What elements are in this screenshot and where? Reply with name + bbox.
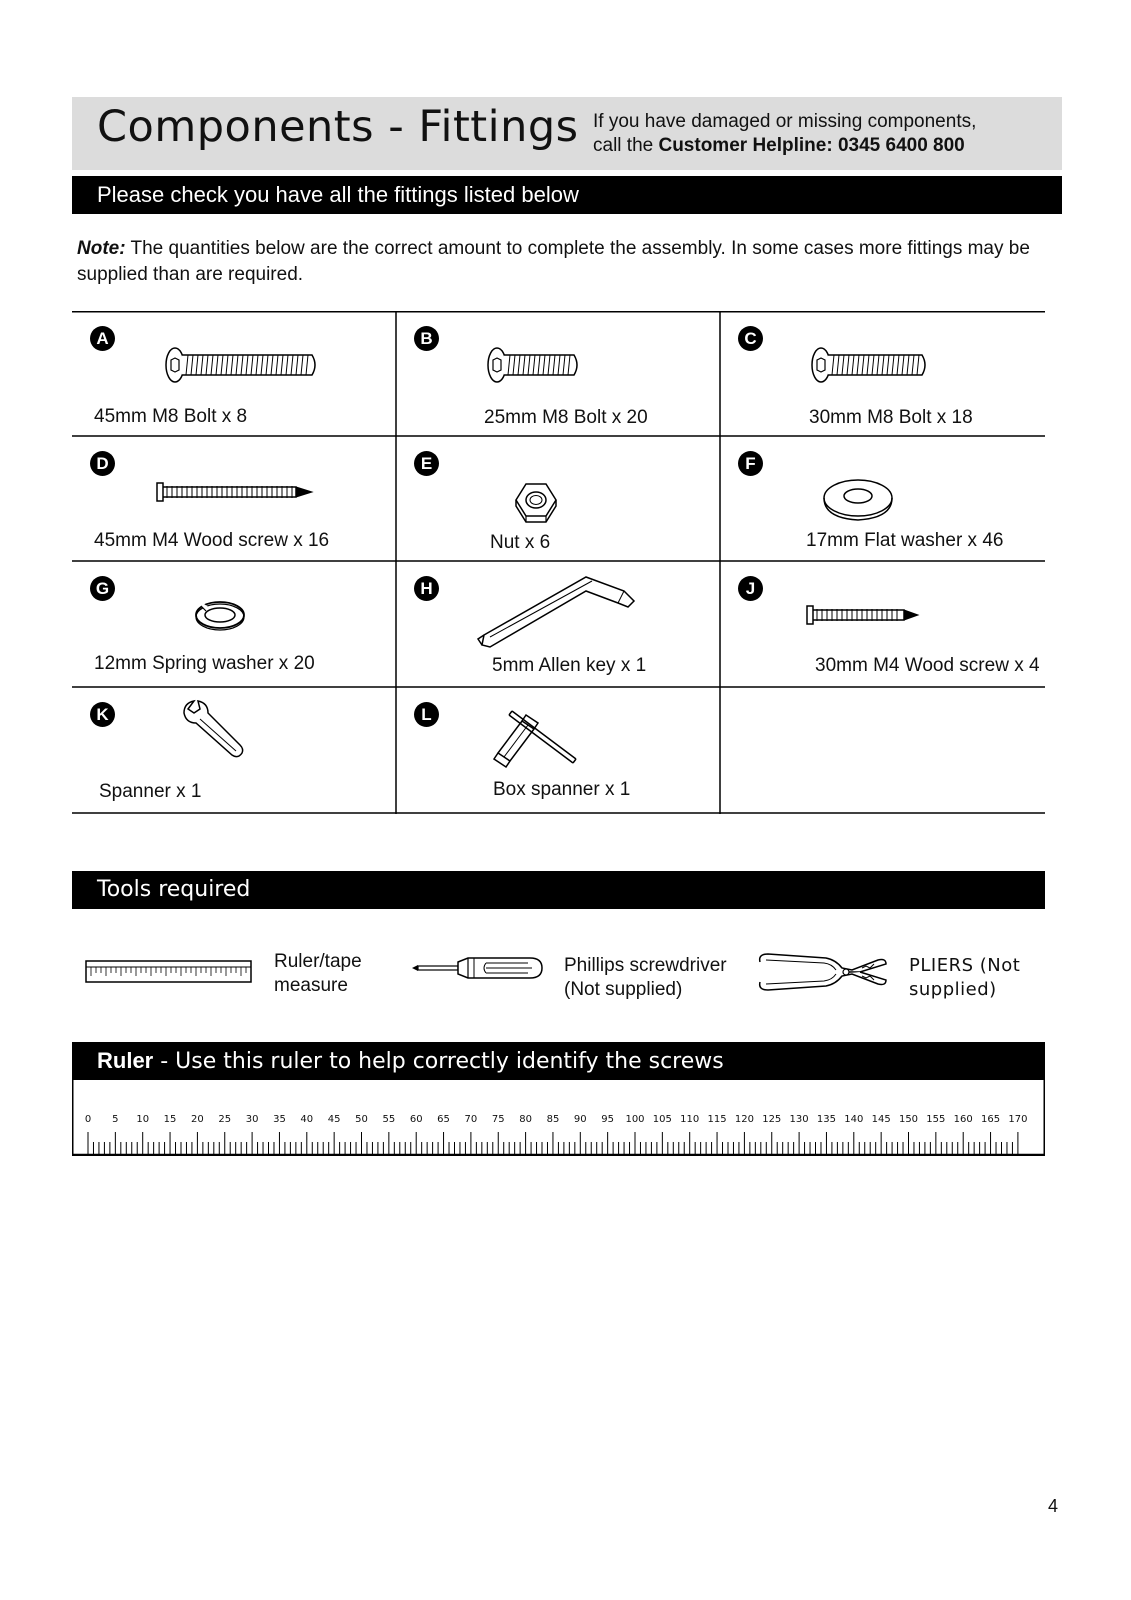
- ruler-tick-label: 150: [898, 1114, 919, 1125]
- fitting-letter: D: [90, 451, 115, 476]
- fitting-letter: B: [414, 326, 439, 351]
- ruler-tick-label: 85: [546, 1114, 560, 1125]
- tools-required-bar: Tools required: [72, 871, 1045, 909]
- ruler-tick-label: 100: [625, 1114, 645, 1125]
- fitting-letter: L: [414, 702, 439, 727]
- ruler-bar-text: - Use this ruler to help correctly identify the screws: [153, 1049, 724, 1074]
- ruler-tick-label: 75: [491, 1114, 505, 1125]
- helpline-prefix: call the: [593, 135, 659, 156]
- ruler-tick-label: 40: [300, 1114, 314, 1125]
- note-text: The quantities below are the correct amount to complete the assembly. In some cases more fittings may be supplied than are required.: [77, 238, 1030, 285]
- tool-pliers-label: [909, 954, 1020, 1002]
- fitting-label: 45mm M4 Wood screw x 16: [94, 530, 330, 551]
- box-spanner-icon: [488, 703, 584, 769]
- fitting-cell-f: [720, 436, 1045, 561]
- ruler-tick-label: 145: [871, 1114, 891, 1125]
- pliers-icon: [756, 950, 890, 994]
- fitting-cell-e: [396, 436, 720, 561]
- ruler-tick-label: 30: [245, 1114, 259, 1125]
- ruler-tick-label: 35: [273, 1114, 286, 1125]
- fitting-label: 25mm M8 Bolt x 20: [484, 407, 648, 428]
- ruler-tick-label: 125: [762, 1114, 782, 1125]
- bolt-icon: [806, 345, 936, 385]
- fitting-letter: F: [738, 451, 763, 476]
- ruler-tick-label: 20: [191, 1114, 204, 1125]
- measuring-ruler: [72, 1080, 1045, 1156]
- helpline-number: Customer Helpline: 0345 6400 800: [658, 135, 965, 156]
- ruler-tick-label: 45: [327, 1114, 341, 1125]
- fitting-cell-h: [396, 561, 720, 687]
- ruler-tick-label: 70: [464, 1114, 478, 1125]
- bolt-icon: [160, 345, 320, 385]
- ruler-tick-label: 55: [382, 1114, 396, 1125]
- fitting-cell-b: [396, 311, 720, 436]
- ruler-tick-label: 65: [437, 1114, 450, 1125]
- tool-pliers-line2: supplied): [909, 979, 997, 1000]
- fitting-cell-j: [720, 561, 1045, 687]
- fittings-check-bar: Please check you have all the fittings listed below: [72, 176, 1062, 214]
- wood-screw-icon: [156, 480, 316, 504]
- fitting-cell-l: [396, 687, 720, 813]
- spring-washer-icon: [192, 595, 248, 635]
- ruler-tick-label: 50: [355, 1114, 368, 1125]
- ruler-tick-label: 80: [519, 1114, 532, 1125]
- fitting-letter: E: [414, 451, 439, 476]
- tool-screwdriver-label: [564, 954, 727, 1002]
- screwdriver-icon: [410, 954, 546, 982]
- ruler-tick-label: 95: [601, 1114, 615, 1125]
- fitting-label: Box spanner x 1: [493, 779, 631, 800]
- allen-key-icon: [474, 573, 644, 655]
- fittings-grid: [72, 311, 1045, 814]
- wood-screw-icon: [806, 603, 922, 627]
- fitting-label: 45mm M8 Bolt x 8: [94, 406, 248, 427]
- ruler-tick-label: 15: [163, 1114, 177, 1125]
- ruler-tick-label: 165: [981, 1114, 1001, 1125]
- fitting-label: Spanner x 1: [99, 781, 202, 802]
- fitting-letter: A: [90, 326, 115, 351]
- fitting-letter: H: [414, 576, 439, 601]
- fitting-letter: G: [90, 576, 115, 601]
- ruler-tick-label: 0: [84, 1114, 92, 1125]
- ruler-tick-label: 140: [844, 1114, 864, 1125]
- ruler-bar: [72, 1042, 1045, 1080]
- nut-icon: [514, 480, 558, 524]
- tool-ruler-line1: Ruler/tape: [274, 951, 362, 972]
- ruler-tick-label: 5: [112, 1114, 119, 1125]
- tool-pliers-line1: PLIERS (Not: [909, 955, 1021, 976]
- ruler-bar-bold: Ruler: [97, 1048, 154, 1073]
- fitting-label: 12mm Spring washer x 20: [94, 653, 315, 674]
- tool-screwdriver-line2: (Not supplied): [564, 979, 683, 1000]
- ruler-tick-label: 60: [409, 1114, 423, 1125]
- ruler-tick-label: 115: [707, 1114, 727, 1125]
- tool-screwdriver-line1: Phillips screwdriver: [564, 955, 727, 976]
- fitting-cell-g: [72, 561, 396, 687]
- fitting-label: Nut x 6: [490, 532, 551, 553]
- ruler-tick-label: 160: [953, 1114, 973, 1125]
- tape-measure-icon: [85, 960, 253, 984]
- quantities-note: [77, 236, 1037, 288]
- fitting-letter: C: [738, 326, 763, 351]
- fitting-cell-d: [72, 436, 396, 561]
- fitting-letter: J: [738, 576, 763, 601]
- tool-ruler-label: [274, 950, 362, 998]
- ruler-tick-label: 155: [926, 1114, 946, 1125]
- bolt-icon: [482, 345, 582, 385]
- fitting-cell-c: [720, 311, 1045, 436]
- ruler-tick-label: 105: [652, 1114, 672, 1125]
- fitting-label: 30mm M8 Bolt x 18: [809, 407, 973, 428]
- fitting-cell-empty: [720, 687, 1045, 813]
- ruler-tick-label: 25: [218, 1114, 232, 1125]
- page-number: 4: [1048, 1496, 1059, 1516]
- ruler-tick-label: 10: [136, 1114, 150, 1125]
- tool-ruler-line2: measure: [274, 975, 348, 996]
- customer-helpline-notice: [593, 110, 976, 158]
- fitting-letter: K: [90, 702, 115, 727]
- page-title: Components - Fittings: [97, 102, 579, 152]
- flat-washer-icon: [820, 474, 896, 522]
- ruler-tick-label: 120: [734, 1114, 754, 1125]
- spanner-icon: [180, 697, 250, 761]
- fitting-cell-k: [72, 687, 396, 813]
- ruler-tick-label: 130: [789, 1114, 809, 1125]
- fitting-label: 5mm Allen key x 1: [492, 655, 647, 676]
- helpline-line1: If you have damaged or missing components,: [593, 111, 977, 132]
- ruler-tick-label: 90: [573, 1114, 587, 1125]
- note-label: Note:: [77, 238, 126, 259]
- ruler-tick-label: 170: [1008, 1114, 1028, 1125]
- ruler-tick-label: 110: [680, 1114, 700, 1125]
- fitting-cell-a: [72, 311, 396, 436]
- ruler-tick-label: 135: [816, 1114, 836, 1125]
- fitting-label: 17mm Flat washer x 46: [806, 530, 1004, 551]
- fitting-label: 30mm M4 Wood screw x 4: [815, 655, 1040, 676]
